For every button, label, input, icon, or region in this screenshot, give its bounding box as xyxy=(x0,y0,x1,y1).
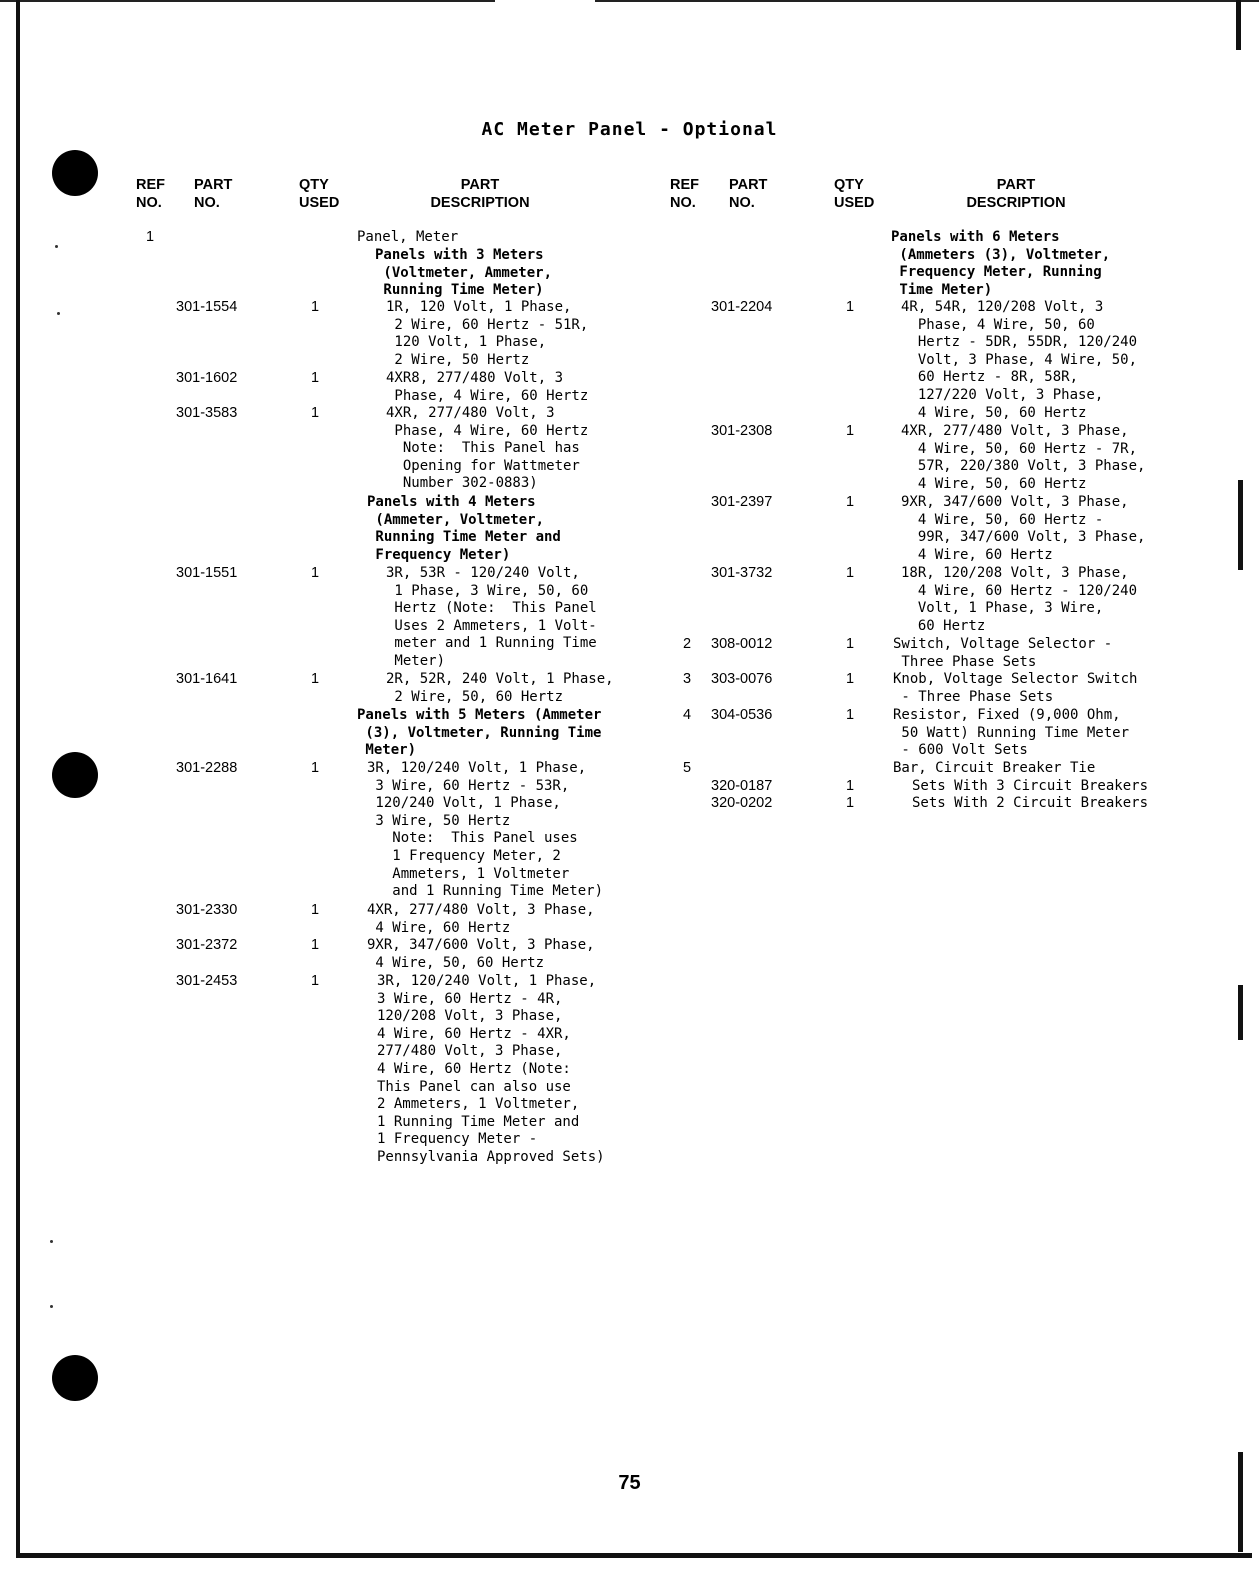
part-number: 303-0076 xyxy=(711,671,773,687)
part-description: Panel, Meter xyxy=(357,229,459,245)
header-ref-no: REF NO. xyxy=(670,177,699,211)
part-number: 301-1554 xyxy=(176,299,238,315)
group-heading: Panels with 5 Meters (Ammeter (3), Voltmeter, Running Time Meter) xyxy=(357,707,602,759)
part-description: 2R, 52R, 240 Volt, 1 Phase, 2 Wire, 50, 60 Hertz xyxy=(386,671,614,705)
part-number: 301-1641 xyxy=(176,671,238,687)
qty-used: 1 xyxy=(311,671,320,687)
part-number: 301-2330 xyxy=(176,902,238,918)
binder-hole-icon xyxy=(52,752,98,798)
part-description: 3R, 120/240 Volt, 1 Phase, 3 Wire, 60 Hertz - 4R, 120/208 Volt, 3 Phase, 4 Wire, 60 Hertz - 4XR, 277/480 Volt, 3 Phase, 4 Wire, 60 Hertz (Note: This Panel can also use 2 Ammeters, 1 Voltmeter, 1 Running Time Meter and 1 Frequency Meter - Pennsylvania Approved Sets) xyxy=(377,973,605,1165)
qty-used: 1 xyxy=(846,778,855,794)
part-description: 18R, 120/208 Volt, 3 Phase, 4 Wire, 60 Hertz - 120/240 Volt, 1 Phase, 3 Wire, 60 Hertz xyxy=(901,565,1138,634)
qty-used: 1 xyxy=(311,902,320,918)
part-description: 9XR, 347/600 Volt, 3 Phase, 4 Wire, 50, 60 Hertz xyxy=(367,937,595,971)
scan-speck xyxy=(57,312,60,315)
page-number: 75 xyxy=(618,1472,641,1494)
binder-hole-icon xyxy=(52,1355,98,1401)
part-number: 301-3732 xyxy=(711,565,773,581)
part-description: 4R, 54R, 120/208 Volt, 3 Phase, 4 Wire, 50, 60 Hertz - 5DR, 55DR, 120/240 Volt, 3 Phase, 4 Wire, 50, 60 Hertz - 8R, 58R, 127/220 Volt, 3 Phase, 4 Wire, 50, 60 Hertz xyxy=(901,299,1138,421)
part-description: Resistor, Fixed (9,000 Ohm, 50 Watt) Running Time Meter - 600 Volt Sets xyxy=(893,707,1130,759)
part-description: Switch, Voltage Selector - Three Phase Sets xyxy=(893,636,1113,670)
qty-used: 1 xyxy=(846,299,855,315)
header-part-no: PART NO. xyxy=(729,177,768,211)
scan-speck xyxy=(50,1240,53,1243)
part-description: Bar, Circuit Breaker Tie xyxy=(893,760,1096,776)
ref-number: 3 xyxy=(683,671,692,687)
part-description: Knob, Voltage Selector Switch - Three Phase Sets xyxy=(893,671,1138,705)
part-description: 3R, 53R - 120/240 Volt, 1 Phase, 3 Wire, 50, 60 Hertz (Note: This Panel Uses 2 Ammeters, 1 Volt- meter and 1 Running Time Meter) xyxy=(386,565,597,669)
header-qty-used: QTY USED xyxy=(299,177,340,211)
group-heading: Panels with 6 Meters (Ammeters (3), Voltmeter, Frequency Meter, Running Time Meter) xyxy=(891,229,1111,298)
group-heading: Panels with 3 Meters (Voltmeter, Ammeter, Running Time Meter) xyxy=(375,247,553,299)
qty-used: 1 xyxy=(311,405,320,421)
part-number: 301-1602 xyxy=(176,370,238,386)
qty-used: 1 xyxy=(846,707,855,723)
scan-border-right-3 xyxy=(1238,985,1243,1040)
part-number: 301-2308 xyxy=(711,423,773,439)
scan-border-bottom xyxy=(16,1553,1252,1558)
header-part-description: PART DESCRIPTION xyxy=(430,177,530,211)
scan-speck xyxy=(50,1305,53,1308)
scan-border-top xyxy=(0,0,1259,2)
header-part-description: PART DESCRIPTION xyxy=(966,177,1066,211)
part-number: 301-2288 xyxy=(176,760,238,776)
scan-border-right-2 xyxy=(1238,480,1243,570)
part-description: 4XR, 277/480 Volt, 3 Phase, 4 Wire, 60 Hertz Note: This Panel has Opening for Wattmeter Number 302-0883) xyxy=(386,405,589,492)
qty-used: 1 xyxy=(846,795,855,811)
part-number: 301-2453 xyxy=(176,973,238,989)
part-number: 320-0202 xyxy=(711,795,773,811)
qty-used: 1 xyxy=(846,494,855,510)
ref-number: 5 xyxy=(683,760,692,776)
part-description: Sets With 3 Circuit Breakers xyxy=(912,778,1149,794)
part-number: 304-0536 xyxy=(711,707,773,723)
part-number: 301-3583 xyxy=(176,405,238,421)
scan-speck xyxy=(55,245,58,248)
header-ref-no: REF NO. xyxy=(136,177,165,211)
part-number: 301-2397 xyxy=(711,494,773,510)
scan-border-right-4 xyxy=(1238,1452,1243,1552)
part-number: 301-1551 xyxy=(176,565,238,581)
scan-border-gap xyxy=(495,0,595,3)
qty-used: 1 xyxy=(311,370,320,386)
qty-used: 1 xyxy=(311,760,320,776)
qty-used: 1 xyxy=(846,423,855,439)
part-description: 4XR, 277/480 Volt, 3 Phase, 4 Wire, 50, 60 Hertz - 7R, 57R, 220/380 Volt, 3 Phase, 4 Wire, 50, 60 Hertz xyxy=(901,423,1146,492)
part-number: 320-0187 xyxy=(711,778,773,794)
part-description: 9XR, 347/600 Volt, 3 Phase, 4 Wire, 50, 60 Hertz - 99R, 347/600 Volt, 3 Phase, 4 Wire, 60 Hertz xyxy=(901,494,1146,563)
scan-border-right-1 xyxy=(1236,0,1241,50)
qty-used: 1 xyxy=(846,671,855,687)
ref-number: 2 xyxy=(683,636,692,652)
scan-border-left xyxy=(16,0,20,1558)
page-title: AC Meter Panel - Optional xyxy=(481,119,778,140)
header-qty-used: QTY USED xyxy=(834,177,875,211)
qty-used: 1 xyxy=(311,565,320,581)
qty-used: 1 xyxy=(311,937,320,953)
part-number: 301-2204 xyxy=(711,299,773,315)
part-description: 3R, 120/240 Volt, 1 Phase, 3 Wire, 60 Hertz - 53R, 120/240 Volt, 1 Phase, 3 Wire, 50 Hertz Note: This Panel uses 1 Frequency Meter, 2 Ammeters, 1 Voltmeter and 1 Running Time Meter) xyxy=(367,760,604,900)
part-description: 1R, 120 Volt, 1 Phase, 2 Wire, 60 Hertz - 51R, 120 Volt, 1 Phase, 2 Wire, 50 Hertz xyxy=(386,299,589,368)
qty-used: 1 xyxy=(311,299,320,315)
part-description: 4XR8, 277/480 Volt, 3 Phase, 4 Wire, 60 Hertz xyxy=(386,370,589,404)
header-part-no: PART NO. xyxy=(194,177,233,211)
part-number: 308-0012 xyxy=(711,636,773,652)
group-heading: Panels with 4 Meters (Ammeter, Voltmeter, Running Time Meter and Frequency Meter) xyxy=(367,494,561,563)
part-description: Sets With 2 Circuit Breakers xyxy=(912,795,1149,811)
qty-used: 1 xyxy=(311,973,320,989)
qty-used: 1 xyxy=(846,636,855,652)
qty-used: 1 xyxy=(846,565,855,581)
ref-number: 1 xyxy=(146,229,155,245)
binder-hole-icon xyxy=(52,150,98,196)
part-number: 301-2372 xyxy=(176,937,238,953)
ref-number: 4 xyxy=(683,707,692,723)
part-description: 4XR, 277/480 Volt, 3 Phase, 4 Wire, 60 Hertz xyxy=(367,902,595,936)
